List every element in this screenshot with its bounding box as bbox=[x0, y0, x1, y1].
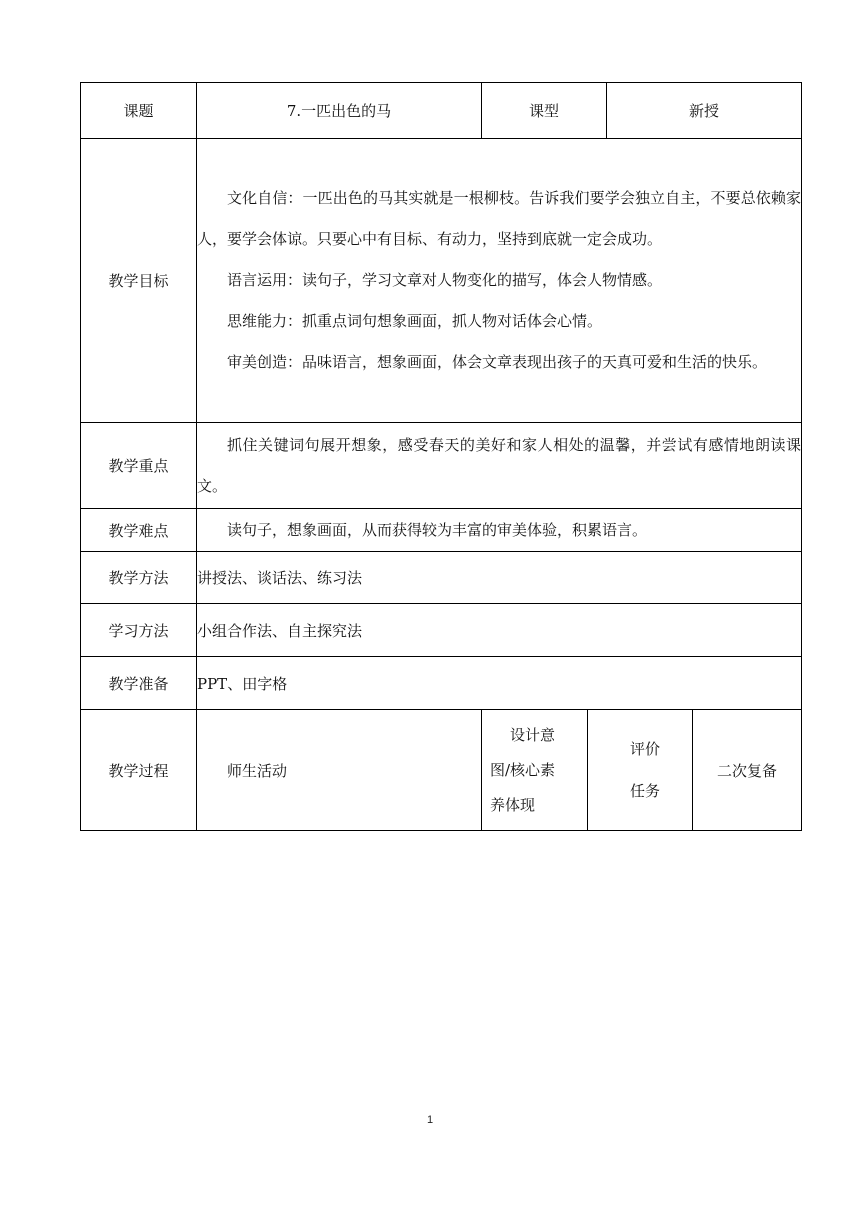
difficulties-row bbox=[81, 509, 802, 552]
subject-value: 7.一匹出色的马 bbox=[197, 83, 482, 139]
type-value: 新授 bbox=[607, 83, 802, 139]
header-row bbox=[81, 83, 802, 139]
difficulties-content bbox=[197, 509, 802, 552]
teaching-methods-text: 讲授法、谈话法、练习法 bbox=[197, 552, 802, 604]
design-line: 图/核心素 bbox=[490, 760, 556, 779]
process-activity: 师生活动 bbox=[197, 710, 482, 831]
eval-line: 任务 bbox=[630, 782, 661, 800]
preparation-label: 教学准备 bbox=[81, 657, 197, 710]
eval-line: 评价 bbox=[630, 740, 661, 758]
process-row bbox=[81, 710, 802, 831]
process-design-intent bbox=[482, 710, 588, 831]
objective-item: 语言运用：读句子，学习文章对人物变化的描写，体会人物情感。 bbox=[227, 271, 663, 289]
teaching-methods-row bbox=[81, 552, 802, 604]
preparation-text: PPT、田字格 bbox=[197, 657, 802, 710]
process-revision: 二次复备 bbox=[693, 710, 802, 831]
difficulties-label: 教学难点 bbox=[81, 509, 197, 552]
objective-item: 文化自信：一匹出色的马其实就是一根柳枝。告诉我们要学会独立自主，不要总依赖家人，要学会体谅。只要心中有目标、有动力，坚持到底就一定会成功。 bbox=[197, 189, 802, 248]
design-line: 养体现 bbox=[490, 795, 536, 814]
key-points-content bbox=[197, 423, 802, 509]
key-points-label: 教学重点 bbox=[81, 423, 197, 509]
key-points-row bbox=[81, 423, 802, 509]
key-points-text: 抓住关键词句展开想象，感受春天的美好和家人相处的温馨，并尝试有感情地朗读课文。 bbox=[197, 435, 802, 495]
objective-item: 思维能力：抓重点词句想象画面，抓人物对话体会心情。 bbox=[227, 312, 603, 330]
learning-methods-row bbox=[81, 604, 802, 657]
design-line: 设计意 bbox=[510, 725, 556, 744]
subject-label: 课题 bbox=[81, 83, 197, 139]
learning-methods-text: 小组合作法、自主探究法 bbox=[197, 604, 802, 657]
difficulties-text: 读句子，想象画面，从而获得较为丰富的审美体验，积累语言。 bbox=[227, 521, 648, 539]
objectives-label: 教学目标 bbox=[81, 139, 197, 423]
teaching-methods-label: 教学方法 bbox=[81, 552, 197, 604]
objectives-content bbox=[197, 139, 802, 423]
objectives-row bbox=[81, 139, 802, 423]
preparation-row bbox=[81, 657, 802, 710]
page-number: 1 bbox=[426, 1114, 434, 1126]
objective-item: 审美创造：品味语言，想象画面，体会文章表现出孩子的天真可爱和生活的快乐。 bbox=[227, 353, 768, 371]
lesson-plan-table bbox=[80, 82, 802, 831]
process-evaluation bbox=[588, 710, 693, 831]
learning-methods-label: 学习方法 bbox=[81, 604, 197, 657]
process-label: 教学过程 bbox=[81, 710, 197, 831]
type-label: 课型 bbox=[482, 83, 607, 139]
